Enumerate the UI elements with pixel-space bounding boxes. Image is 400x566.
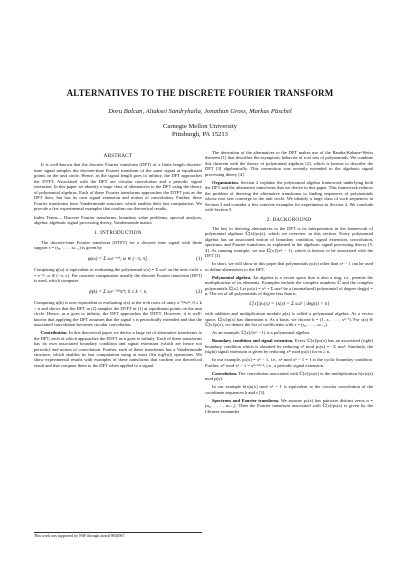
equation-1-rhs: Σ sₖe⁻ʲʷᵏ, ω ∈ (−π, π]. <box>103 256 149 262</box>
equation-2-rhs: Σ sₗe⁻²ʲᵏˡπ/ⁿ, 0 ≤ k < n. <box>103 289 148 295</box>
background-paragraph-1: The key to deriving alternatives to the DFT is its interpretation in the framework of polynomial algebras ℂ[x]/pₙ(x), which we overview in this section. Every polynomial algebra has an associated notion of boundary condition, signal extension, convolution, spectrum, and Fourier transform, as explained in the algebraic signal processing theory [5, 4]. As running example, we use ℂ[x]/(xⁿ − 1), which is known to be associated with the DFT [3]. <box>205 226 373 259</box>
paper-title: ALTERNATIVES TO THE DISCRETE FOURIER TRANSFORM <box>66 88 334 98</box>
abstract-heading: ABSTRACT <box>103 153 133 159</box>
spectrum-paragraph <box>205 398 373 414</box>
convolution-text: The convolution associated with ℂ[x]/pₙ(x) is the multiplication h(x)s(x) mod p(x). <box>205 370 374 382</box>
background-paragraph-2: In short, we will show in this paper that polynomials pₙ(x) other than xⁿ − 1 can be used to define alternatives to the DFT. <box>205 261 373 272</box>
background-paragraph-6: In our example h(x)s(x) mod xⁿ − 1 is equivalent to the circular convolution of the coordinate sequences h and s [3]. <box>205 384 373 395</box>
boundary-condition-text: Every ℂ[x]/pₙ(x) has an associated (right) boundary condition which is obtained by reducing xⁿ mod pₙ(x) = −Σ αₖxᵏ. Similarly, the (right) signal extension is given by reducing xᵐ mod pₙ(x) for m ≥ n. <box>205 338 374 355</box>
equation-1-number: (1) <box>196 256 202 262</box>
polynomial-algebra-text: An algebra is a vector space that is also a ring, i.e., permits the multiplication of its elements. Examples include the complex numbers ℂ and the complex polynomials ℂ[x]. Let pₙ(x) = xⁿ + Σ αₖxᵏ be a (normalized) polynomial of degree deg(p) = n. The set of all polynomials of degree less than n, <box>205 274 374 297</box>
abstract-text: It is well-known that the discrete Fourier transform (DFT) of a finite length discrete-time signal samples the discrete-time Fourier transform of the same signal at equidistant points on the unit circle. Hence, as the signal length goes to infinity, the DFT approaches the DTFT. Associated with the DFT are circular convolution and a periodic signal extension. In this paper we identify a large class of alternatives to the DFT using the theory of polynomial algebras. Each of these Fourier transforms approaches the DTFT just as the DFT does, but has its own signal extension and notion of convolution. Further, these Fourier transforms have Vandermonde structure, which enables their fast computation. We provide a few experimental examples that confirm our theoretical results. <box>34 162 202 212</box>
institution-address: Pittsburgh, PA 15213 <box>172 131 228 139</box>
background-paragraph-3: with addition and multiplication modulo p(x) is called a polynomial algebra. As a vector space, ℂ[x]/p(x) has dimension n. As a basis, we choose b = (1, x, . . . , xⁿ⁻¹). For s(x) ∈ ℂ[x]/p(x), we denote the list of coefficients with s = (s₀, . . . , sₙ₋₁). <box>205 311 373 328</box>
background-paragraph-4: As an example, ℂ[x]/(xⁿ − 1) is a polynomial algebra. <box>212 330 311 336</box>
organization-text: Section 2 explains the polynomial algebra framework underlying both the DFT and the alternative transforms that we derive in this paper. This framework reduces the problem of deriving the alternative transforms to finding sequences of polynomials whose root sets converge to the unit circle. We identify a large class of such sequences in Section 3 and consider a few concrete examples for experiments in Section 4. We conclude with Section 5. <box>205 179 373 213</box>
intro-paragraph-1: The discrete-time Fourier transform (DTFT) for a discrete time signal with finite support s = (s₀, . . . , sₙ₋₁) is given by <box>34 239 202 251</box>
index-terms: Index Terms— Discrete Fourier transforms, boundary value problems, spectral analysis, algebra, algebraic signal processing theory, Vandermonde matrix <box>34 214 202 225</box>
organization-paragraph <box>205 180 373 213</box>
institution-name: Carnegie Mellon University <box>163 123 237 130</box>
intro-paragraph-2: Computing φ(ω) is equivalent to evaluating the polynomial s(x) = Σ sₖxᵏ on the unit circle x = e⁻ʲʷ, ω ∈ (−π, π]. For concrete computation usually the discrete Fourier transform (DFT) is used, which computes <box>34 267 202 284</box>
contribution-lead: Contribution. <box>41 330 68 336</box>
set-definition-equation: ℂ[x]/pₙ(x) = {s(x) = Σ sₖxᵏ | deg(s) < n} <box>248 301 330 307</box>
footnote: This work was supported by NSF through award 0634967. <box>34 532 202 539</box>
equation-1 <box>34 253 202 265</box>
affiliation-block <box>0 123 400 140</box>
right-paragraph-1: The derivation of the alternatives to the DFT makes use of the Baraba-Kahane-Weiss theorem [1] that describes the asymptotic behavior of root sets of polynomials. We combine this theorem with the theory of polynomial algebras [2], which is known to describe the DFT [3] algebraically. This connection was recently extended to the algebraic signal processing theory [4]. <box>205 150 373 177</box>
organization-lead: Organization. <box>212 179 239 185</box>
equation-1-lhs: φ(ω) = <box>87 256 102 262</box>
contribution-paragraph <box>34 330 202 368</box>
boundary-condition-lead: Boundary condition and signal extension. <box>212 338 294 344</box>
right-column <box>205 150 373 417</box>
convolution-lead: Convolution. <box>212 370 238 376</box>
left-column <box>34 150 202 371</box>
polynomial-algebra-lead: Polynomial algebra. <box>212 274 252 280</box>
equation-2-number: (2) <box>196 289 202 295</box>
boundary-condition-paragraph <box>205 338 373 354</box>
spectrum-lead: Spectrum and Fourier transform. <box>212 397 280 403</box>
background-heading: 2. BACKGROUND <box>266 216 312 223</box>
paper-authors: Doru Balcan, Aliaksei Sandryhaila, Jonathan Gross, Markus Püschel <box>108 108 292 115</box>
introduction-heading: 1. INTRODUCTION <box>94 230 142 237</box>
polynomial-algebra-paragraph <box>205 275 373 297</box>
convolution-paragraph <box>205 371 373 382</box>
equation-2 <box>34 286 202 298</box>
contribution-text: In this theoretical paper we derive a large set of alternative transforms to the DFT, each of which approaches the DTFT as n goes to infinity. Each of these transforms has its own associated boundary condition and signal extension (which are hence not periodic) and notion of convolution. Further, each of these transforms has a Vandermonde structure, which enables its fast computation using at most O(n log²(n)) operations. We show experimental results with examples of these transforms that confirm our theoretical result and that compute them to the DFT when applied to a signal. <box>34 330 202 368</box>
intro-paragraph-3: Computing ψ(k) is now equivalent to evaluating s(x) at the n-th roots of unity x⁻²ʲᵏπ/ⁿ, 0 ≤ k < n and shows that the DFT in (2) samples the DTFT in (1) at equidistant points on the unit circle. Hence, as n goes to infinity, the DFT approaches the DTFT. However, it is well-known that applying the DFT assumes that the signal s is periodically extended and that the associated convolution becomes circular convolution. <box>34 300 202 328</box>
spectrum-text: We assume pₙ(x) has pairwise distinct zeros α = (α₀, . . . , αₙ₋₁). Then the Fourier transform associated with ℂ[x]/pₙ(x) is given by the Chinese remainder <box>205 397 374 414</box>
background-paragraph-5: In our example, pₙ(x) = xⁿ − 1, i.e., xⁿ mod xⁿ − 1 = 1 is the cyclic boundary condition. Further, xᵐ mod xⁿ − 1 = xᵐ ᵐᵒᵈ ⁿ, i.e., a periodic signal extension. <box>205 357 373 368</box>
equation-2-lhs: ψ(k) = <box>88 289 102 295</box>
